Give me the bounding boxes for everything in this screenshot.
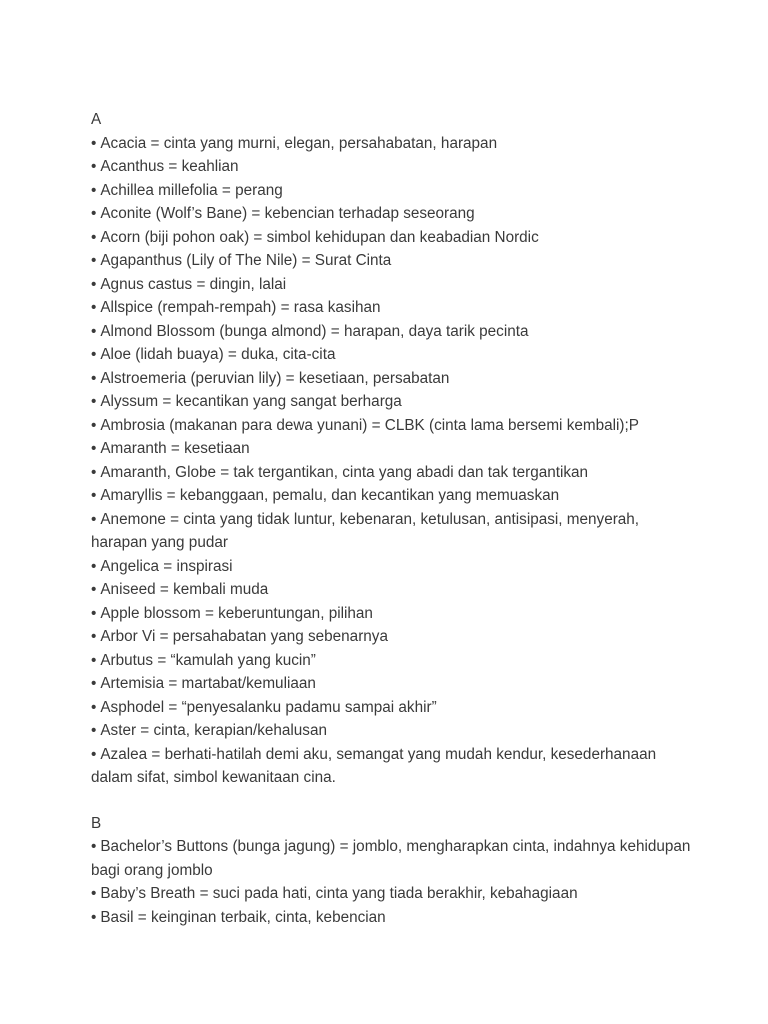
list-item — [91, 461, 691, 485]
list-item — [91, 343, 691, 367]
section-a — [91, 108, 691, 790]
bullet-icon: • — [91, 346, 97, 363]
bullet-icon: • — [91, 416, 97, 434]
entry-text: Arbor Vi = persahabatan yang sebenarnya — [100, 628, 388, 645]
entry-text: Ambrosia (makanan para dewa yunani) = CLBK (cinta lama bersemi kembali);P — [100, 416, 639, 434]
entry-text: Acacia = cinta yang murni, elegan, persahabatan, harapan — [100, 134, 498, 152]
bullet-icon: • — [91, 440, 97, 457]
bullet-icon: • — [91, 275, 97, 293]
entry-text: Anemone = cinta yang tidak luntur, kebenaran, ketulusan, antisipasi, menyerah, harapan yang pudar — [91, 510, 640, 551]
list-item — [91, 743, 691, 790]
entry-text: Acorn (biji pohon oak) = simbol kehidupan dan keabadian Nordic — [100, 228, 539, 246]
list-item — [91, 155, 691, 179]
entry-text: Aster = cinta, kerapian/kehalusan — [100, 722, 327, 739]
bullet-icon: • — [91, 369, 97, 387]
bullet-icon: • — [91, 158, 97, 175]
entry-text: Amaryllis = kebanggaan, pemalu, dan kecantikan yang memuaskan — [100, 487, 560, 504]
list-item — [91, 882, 691, 906]
list-item — [91, 484, 691, 508]
bullet-icon: • — [91, 487, 97, 504]
list-item — [91, 835, 691, 882]
bullet-icon: • — [91, 322, 97, 340]
bullet-icon: • — [91, 181, 97, 199]
entry-text: Angelica = inspirasi — [100, 557, 233, 575]
list-item — [91, 273, 691, 297]
list-item — [91, 696, 691, 720]
bullet-icon: • — [91, 651, 97, 669]
bullet-icon: • — [91, 745, 97, 763]
list-item — [91, 602, 691, 626]
list-item — [91, 906, 691, 930]
bullet-icon: • — [91, 299, 97, 316]
entry-text: Amaranth = kesetiaan — [100, 440, 250, 457]
entry-text: Basil = keinginan terbaik, cinta, kebencian — [100, 908, 386, 926]
entry-text: Allspice (rempah-rempah) = rasa kasihan — [100, 299, 381, 316]
bullet-icon: • — [91, 604, 97, 622]
bullet-icon: • — [91, 675, 97, 692]
entry-text: Agapanthus (Lily of The Nile) = Surat Cinta — [100, 252, 392, 269]
bullet-icon: • — [91, 252, 97, 269]
list-item — [91, 320, 691, 344]
bullet-icon: • — [91, 557, 97, 575]
section-letter-heading: A — [91, 111, 102, 128]
bullet-icon: • — [91, 228, 97, 246]
entry-text: Bachelor’s Buttons (bunga jagung) = jomblo, mengharapkan cinta, indahnya kehidupan bagi orang jomblo — [91, 838, 691, 879]
entry-text: Baby’s Breath = suci pada hati, cinta yang tiada berakhir, kebahagiaan — [100, 885, 578, 902]
entry-text: Azalea = berhati-hatilah demi aku, semangat yang mudah kendur, kesederhanaan dalam sifat, simbol kewanitaan cina. — [91, 745, 657, 786]
list-item — [91, 390, 691, 414]
bullet-icon: • — [91, 908, 97, 926]
bullet-icon: • — [91, 698, 97, 716]
entry-text: Aconite (Wolf’s Bane) = kebencian terhadap seseorang — [100, 205, 475, 222]
entry-list — [91, 835, 691, 929]
list-item — [91, 625, 691, 649]
entry-text: Achillea millefolia = perang — [100, 181, 283, 199]
bullet-icon: • — [91, 722, 97, 739]
section-letter-heading: B — [91, 814, 102, 832]
bullet-icon: • — [91, 205, 97, 222]
list-item — [91, 719, 691, 743]
bullet-icon: • — [91, 134, 97, 152]
list-item — [91, 367, 691, 391]
list-item — [91, 508, 691, 555]
entry-text: Almond Blossom (bunga almond) = harapan, daya tarik pecinta — [100, 322, 529, 340]
section-b — [91, 812, 691, 930]
list-item — [91, 437, 691, 461]
bullet-icon: • — [91, 393, 97, 410]
entry-text: Apple blossom = keberuntungan, pilihan — [100, 604, 373, 622]
entry-text: Acanthus = keahlian — [100, 158, 239, 175]
list-item — [91, 296, 691, 320]
bullet-icon: • — [91, 838, 97, 855]
list-item — [91, 202, 691, 226]
list-item — [91, 672, 691, 696]
bullet-icon: • — [91, 510, 97, 528]
list-item — [91, 249, 691, 273]
bullet-icon: • — [91, 463, 97, 481]
entry-text: Agnus castus = dingin, lalai — [100, 275, 287, 293]
bullet-icon: • — [91, 581, 97, 598]
document-page — [91, 108, 691, 929]
entry-list — [91, 132, 691, 790]
entry-text: Aniseed = kembali muda — [100, 581, 269, 598]
list-item — [91, 132, 691, 156]
list-item — [91, 226, 691, 250]
entry-text: Arbutus = “kamulah yang kucin” — [100, 651, 316, 669]
list-item — [91, 649, 691, 673]
entry-text: Asphodel = “penyesalanku padamu sampai akhir” — [100, 698, 437, 716]
entry-text: Amaranth, Globe = tak tergantikan, cinta yang abadi dan tak tergantikan — [100, 463, 589, 481]
bullet-icon: • — [91, 885, 97, 902]
list-item — [91, 555, 691, 579]
list-item — [91, 414, 691, 438]
section-list — [91, 108, 691, 929]
entry-text: Alyssum = kecantikan yang sangat berharga — [100, 393, 402, 410]
entry-text: Aloe (lidah buaya) = duka, cita-cita — [100, 346, 336, 363]
entry-text: Alstroemeria (peruvian lily) = kesetiaan, persabatan — [100, 369, 450, 387]
entry-text: Artemisia = martabat/kemuliaan — [100, 675, 316, 692]
list-item — [91, 578, 691, 602]
bullet-icon: • — [91, 628, 97, 645]
list-item — [91, 179, 691, 203]
